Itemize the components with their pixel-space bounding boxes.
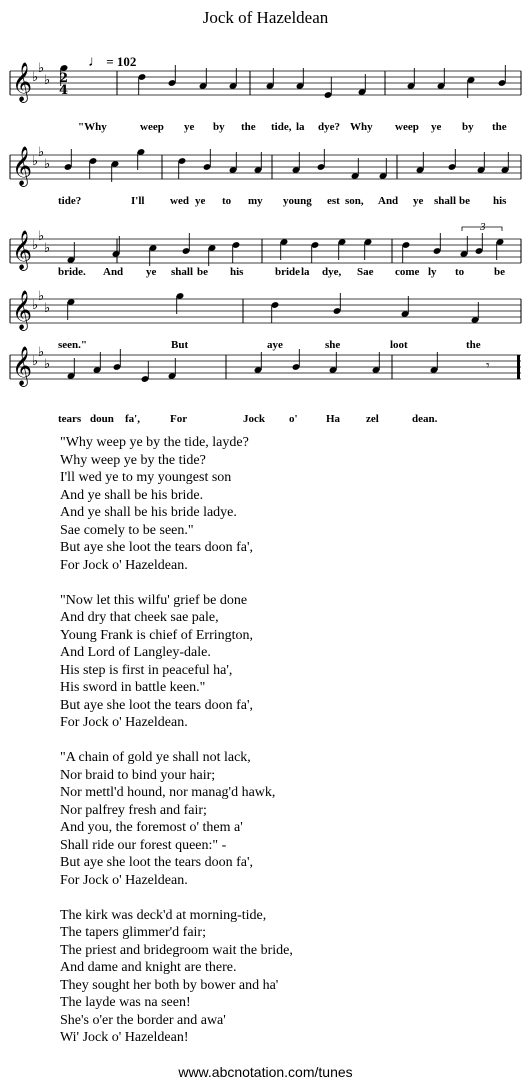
poem-line: But aye she loot the tears doon fa',	[60, 855, 254, 870]
lyric-syllable: dye?	[318, 121, 340, 133]
lyric-syllable: to	[455, 266, 465, 278]
lyric-syllable: bride	[275, 266, 301, 278]
poem-line: Nor palfrey fresh and fair;	[60, 802, 207, 818]
flat-icon: ♭	[32, 70, 39, 85]
poem-line: Shall ride our forest queen:" -	[60, 837, 227, 853]
lyric-syllable: bride.	[58, 266, 86, 278]
eighth-rest-icon: 𝄾	[486, 358, 490, 374]
flat-icon: ♭	[38, 345, 45, 360]
lyric-syllable: to	[222, 195, 232, 207]
poem-line: His step is first in peaceful ha',	[60, 662, 233, 678]
flat-icon: ♭	[32, 354, 39, 369]
poem-line: And dry that cheek sae pale,	[60, 610, 219, 625]
lyric-syllable: Why	[350, 121, 373, 133]
poem-line: Young Frank is chief of Errington,	[60, 627, 254, 643]
poem-text	[60, 434, 293, 1064]
poem-line: The tapers glimmer'd fair;	[60, 925, 206, 940]
poem-line: For Jock o' Hazeldean.	[60, 557, 188, 573]
poem-line: The kirk was deck'd at morning-tide,	[60, 907, 267, 923]
poem-stanza	[60, 592, 293, 732]
flat-icon: ♭	[32, 154, 39, 169]
lyric-syllable: "Why	[78, 121, 107, 133]
lyric-syllable: be	[197, 266, 208, 278]
lyric-syllable: est	[327, 195, 340, 207]
lyric-syllable: fa',	[125, 413, 140, 425]
flat-icon: ♭	[44, 357, 51, 372]
flat-icon: ♭	[44, 73, 51, 88]
lyric-syllable: weep	[140, 121, 164, 133]
lyric-syllable: seen."	[58, 339, 88, 351]
poem-stanza	[60, 434, 293, 574]
tempo-value: = 102	[106, 54, 137, 69]
lyric-syllable: come	[395, 266, 420, 278]
lyric-syllable: the	[466, 339, 481, 351]
lyric-syllable: la	[296, 121, 305, 133]
poem-line: "Why weep ye by the tide, layde?	[60, 435, 249, 450]
quarter-note-icon: ♩	[88, 54, 103, 70]
lyric-syllable: Sae	[357, 266, 374, 278]
lyric-syllable: be	[494, 266, 505, 278]
lyric-syllable: be	[459, 195, 470, 207]
lyric-syllable: ly	[428, 266, 437, 278]
poem-line: And you, the foremost o' them a'	[60, 820, 243, 835]
poem-line: The layde was na seen!	[60, 995, 191, 1010]
poem-line: And dame and knight are there.	[60, 960, 237, 975]
lyric-syllable: tide?	[58, 195, 82, 207]
lyric-syllable: dean.	[412, 413, 438, 425]
flat-icon: ♭	[38, 229, 45, 244]
poem-line: Wi' Jock o' Hazeldean!	[60, 1030, 189, 1045]
treble-clef-icon: 𝄞	[12, 62, 33, 102]
tuplet-label: 3	[480, 223, 486, 233]
poem-line: They sought her both by bower and ha'	[60, 977, 279, 993]
lyric-syllable: Ha	[326, 413, 341, 425]
poem-line: And ye shall be his bride.	[60, 487, 204, 503]
lyric-syllable: For	[170, 413, 188, 425]
lyric-syllable: doun	[90, 413, 114, 425]
poem-line: But aye she loot the tears doon fa',	[60, 540, 254, 555]
poem-line: She's o'er the border and awa'	[60, 1012, 226, 1028]
lyric-syllable: loot	[390, 339, 408, 351]
lyric-syllable: tide,	[271, 121, 292, 133]
poem-line: Sae comely to be seen."	[60, 522, 194, 538]
page-title: Jock of Hazeldean	[202, 8, 329, 27]
lyric-syllable: And	[103, 266, 124, 278]
poem-line: The priest and bridegroom wait the bride,	[60, 942, 293, 958]
lyric-syllable: tears	[58, 413, 82, 425]
poem-line: But aye she loot the tears doon fa',	[60, 697, 254, 713]
lyric-syllable: ye	[431, 121, 442, 133]
poem-stanza	[60, 749, 293, 889]
poem-line: Nor mettl'd hound, nor manag'd hawk,	[60, 785, 276, 800]
lyric-syllable: I'll	[131, 195, 145, 207]
treble-clef-icon: 𝄞	[12, 230, 33, 270]
lyric-syllable: ye	[146, 266, 157, 278]
lyric-syllable: zel	[366, 413, 379, 425]
flat-icon: ♭	[32, 298, 39, 313]
lyric-syllable: shall	[171, 266, 194, 278]
poem-line: "A chain of gold ye shall not lack,	[60, 750, 251, 765]
poem-line: Why weep ye by the tide?	[60, 452, 206, 468]
flat-icon: ♭	[32, 238, 39, 253]
lyric-syllable: by	[462, 121, 474, 133]
time-signature-bottom: 4	[59, 83, 69, 98]
lyric-syllable: his	[493, 195, 507, 207]
lyric-syllable: weep	[395, 121, 419, 133]
lyric-syllable: Jock	[243, 413, 265, 425]
final-barline	[517, 355, 520, 379]
footer-link[interactable]: www.abcnotation.com/tunes	[178, 1064, 353, 1080]
poem-line: I'll wed ye to my youngest son	[60, 470, 232, 485]
poem-line: Nor braid to bind your hair;	[60, 767, 216, 783]
lyric-syllable: the	[492, 121, 507, 133]
lyric-syllable: But	[171, 339, 189, 351]
lyric-syllable: ye	[413, 195, 424, 207]
lyric-syllable: la	[301, 266, 310, 278]
flat-icon: ♭	[44, 241, 51, 256]
treble-clef-icon: 𝄞	[12, 346, 33, 386]
flat-icon: ♭	[44, 301, 51, 316]
treble-clef-icon: 𝄞	[12, 146, 33, 186]
lyric-syllable: my	[248, 195, 263, 207]
flat-icon: ♭	[38, 61, 45, 76]
lyric-syllable: by	[213, 121, 225, 133]
lyric-syllable: ye	[195, 195, 206, 207]
flat-icon: ♭	[44, 157, 51, 172]
lyric-syllable: his	[230, 266, 244, 278]
lyric-syllable: dye,	[322, 266, 342, 278]
poem-line: "Now let this wilfu' grief be done	[60, 592, 248, 608]
flat-icon: ♭	[38, 145, 45, 160]
poem-line: For Jock o' Hazeldean.	[60, 715, 188, 730]
poem-line: For Jock o' Hazeldean.	[60, 872, 188, 888]
poem-line: And Lord of Langley-dale.	[60, 645, 211, 660]
lyric-syllable: young	[283, 195, 312, 207]
poem-line: And ye shall be his bride ladye.	[60, 505, 237, 520]
flat-icon: ♭	[38, 289, 45, 304]
lyric-syllable: aye	[267, 339, 283, 351]
lyric-syllable: ye	[184, 121, 195, 133]
lyric-syllable: wed	[170, 195, 189, 207]
lyric-syllable: the	[241, 121, 256, 133]
time-signature-top: 2	[59, 71, 69, 86]
lyric-syllable: son,	[345, 195, 364, 207]
lyric-syllable: she	[325, 339, 341, 351]
treble-clef-icon: 𝄞	[12, 290, 33, 330]
lyric-syllable: And	[378, 195, 399, 207]
lyric-syllable: shall	[434, 195, 457, 207]
poem-stanza	[60, 907, 293, 1047]
poem-line: His sword in battle keen."	[60, 680, 206, 695]
lyric-syllable: o'	[289, 413, 298, 425]
sheet-music-score	[0, 0, 531, 420]
